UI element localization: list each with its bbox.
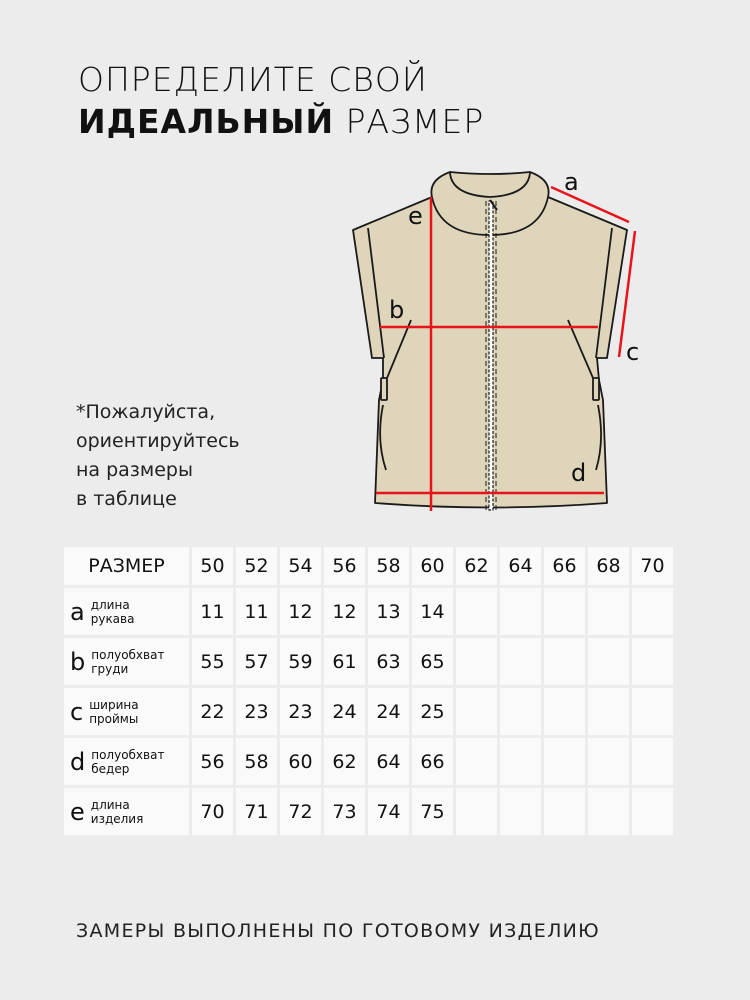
size-column-header: 66: [544, 547, 585, 585]
desc-line: полуобхват: [91, 647, 165, 662]
measurement-description: [89, 698, 138, 726]
table-cell: 23: [236, 688, 277, 735]
table-cell: [544, 738, 585, 785]
table-cell: 62: [324, 738, 365, 785]
table-cell: 61: [324, 638, 365, 685]
table-cell: 65: [412, 638, 453, 685]
size-column-header: 60: [412, 547, 453, 585]
table-cell: 60: [280, 738, 321, 785]
table-cell: [588, 788, 629, 835]
table-cell: 64: [368, 738, 409, 785]
note-line: в таблице: [76, 488, 177, 510]
size-column-header: 70: [632, 547, 673, 585]
desc-line: рукава: [90, 611, 135, 626]
desc-line: груди: [91, 661, 129, 676]
note-line: ориентируйтесь: [76, 430, 240, 452]
table-cell: [456, 588, 497, 635]
table-cell: [544, 788, 585, 835]
table-cell: [588, 738, 629, 785]
table-cell: [588, 638, 629, 685]
note-line: *Пожалуйста,: [76, 401, 216, 423]
table-cell: 23: [280, 688, 321, 735]
table-cell: 12: [280, 588, 321, 635]
table-cell: [500, 738, 541, 785]
label-c: c: [626, 338, 640, 366]
table-cell: 13: [368, 588, 409, 635]
size-column-header: 64: [500, 547, 541, 585]
measurement-row-label: [64, 788, 189, 835]
table-cell: 71: [236, 788, 277, 835]
measurement-row-label: [64, 688, 189, 735]
table-cell: [500, 788, 541, 835]
measurement-row-label: [64, 588, 189, 635]
table-cell: 59: [280, 638, 321, 685]
desc-line: полуобхват: [91, 747, 165, 762]
table-cell: [544, 638, 585, 685]
table-cell: [544, 588, 585, 635]
title-rest: РАЗМЕР: [334, 102, 485, 141]
table-cell: 75: [412, 788, 453, 835]
table-cell: [632, 788, 673, 835]
table-cell: 56: [192, 738, 233, 785]
table-cell: [500, 688, 541, 735]
title-line-1: ОПРЕДЕЛИТЕ СВОЙ: [78, 60, 428, 99]
measurement-description: [91, 798, 144, 826]
table-cell: [632, 738, 673, 785]
table-cell: 58: [236, 738, 277, 785]
size-column-header: 50: [192, 547, 233, 585]
table-cell: 24: [324, 688, 365, 735]
table-cell: 11: [236, 588, 277, 635]
measurement-description: [91, 598, 135, 626]
table-cell: 22: [192, 688, 233, 735]
table-cell: 57: [236, 638, 277, 685]
label-d: d: [571, 459, 587, 487]
measurement-description: [91, 648, 164, 676]
table-cell: 72: [280, 788, 321, 835]
measurement-row-label: [64, 738, 189, 785]
measurement-letter: a: [70, 597, 85, 626]
table-cell: [632, 688, 673, 735]
table-cell: 66: [412, 738, 453, 785]
size-column-header: 54: [280, 547, 321, 585]
note-line: на размеры: [76, 459, 193, 481]
table-cell: [456, 688, 497, 735]
measurement-letter: e: [70, 797, 85, 826]
desc-line: изделия: [90, 811, 144, 826]
table-cell: [588, 688, 629, 735]
size-header: РАЗМЕР: [64, 547, 189, 585]
desc-line: бедер: [91, 761, 130, 776]
size-column-header: 52: [236, 547, 277, 585]
table-cell: 70: [192, 788, 233, 835]
table-cell: 73: [324, 788, 365, 835]
table-cell: 12: [324, 588, 365, 635]
size-table: [64, 547, 673, 835]
table-cell: [500, 638, 541, 685]
label-a: a: [564, 168, 579, 196]
table-cell: 55: [192, 638, 233, 685]
table-cell: [544, 688, 585, 735]
label-b: b: [389, 296, 405, 324]
measurement-description: [91, 748, 164, 776]
title-bold: ИДЕАЛЬНЫЙ: [78, 102, 335, 141]
size-column-header: 68: [588, 547, 629, 585]
table-cell: 11: [192, 588, 233, 635]
size-column-header: 58: [368, 547, 409, 585]
size-column-header: 62: [456, 547, 497, 585]
table-cell: 63: [368, 638, 409, 685]
table-cell: [456, 738, 497, 785]
desc-line: длина: [90, 597, 130, 612]
table-cell: 74: [368, 788, 409, 835]
table-cell: [632, 638, 673, 685]
label-e: e: [408, 202, 423, 230]
footer-note: ЗАМЕРЫ ВЫПОЛНЕНЫ ПО ГОТОВОМУ ИЗДЕЛИЮ: [76, 920, 600, 942]
table-cell: 25: [412, 688, 453, 735]
table-cell: [456, 788, 497, 835]
table-cell: [588, 588, 629, 635]
table-cell: [456, 638, 497, 685]
measurement-letter: d: [70, 747, 86, 776]
measurement-row-label: [64, 638, 189, 685]
desc-line: длина: [90, 797, 130, 812]
table-cell: 24: [368, 688, 409, 735]
table-cell: [632, 588, 673, 635]
desc-line: ширина: [89, 697, 139, 712]
measurement-letter: b: [70, 647, 86, 676]
measurement-letter: c: [70, 697, 84, 726]
desc-line: проймы: [89, 711, 139, 726]
size-column-header: 56: [324, 547, 365, 585]
table-cell: [500, 588, 541, 635]
table-cell: 14: [412, 588, 453, 635]
